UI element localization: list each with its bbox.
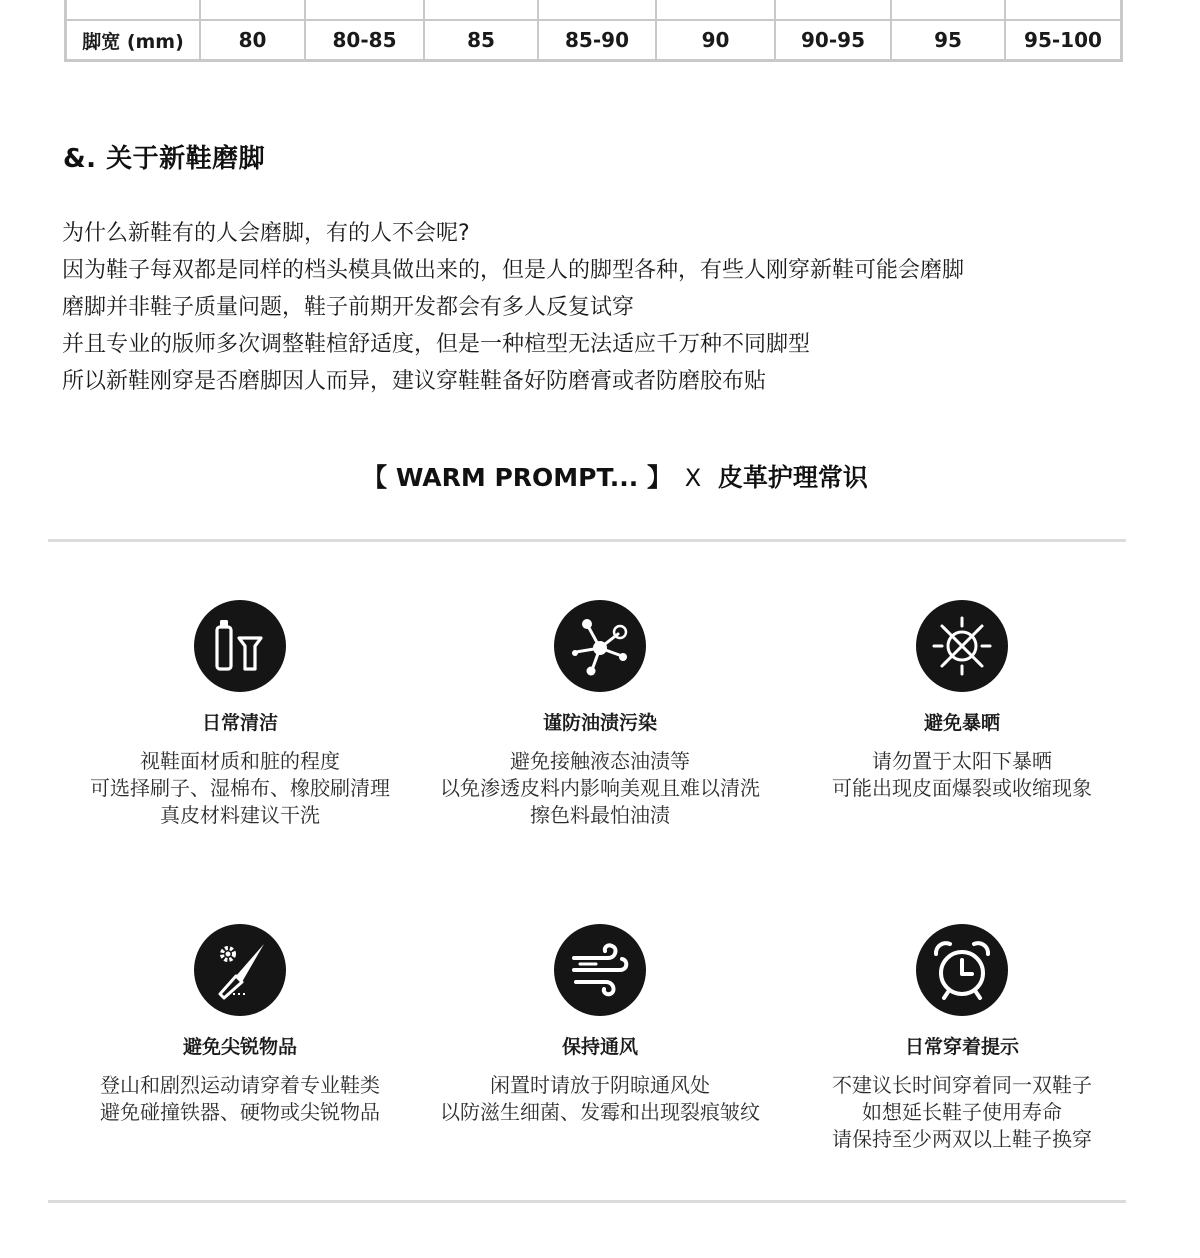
description-line: 避免接触液态油渍等: [510, 749, 690, 773]
paragraph-line: 所以新鞋刚穿是否磨脚因人而异，建议穿鞋鞋备好防磨膏或者防磨胶布贴: [62, 369, 767, 394]
table-cell: 90: [656, 20, 775, 61]
warm-prompt-text: WARM PROMPT...: [395, 463, 639, 492]
alarm-clock-icon: [916, 924, 1008, 1016]
table-cell: 80: [200, 20, 305, 61]
table-cell: [305, 0, 424, 20]
paragraph-line: 因为鞋子每双都是同样的档头模具做出来的，但是人的脚型各种，有些人刚穿新鞋可能会磨脚: [62, 258, 965, 283]
description-line: 请勿置于太阳下暴晒: [872, 749, 1052, 773]
table-cell: 95: [891, 20, 1005, 61]
care-item-sharp: [40, 924, 440, 1126]
table-cell: 85-90: [538, 20, 656, 61]
care-item-title: 保持通风: [561, 1036, 638, 1058]
table-cell: [538, 0, 656, 20]
description-line: 以防滋生细菌、发霉和出现裂痕皱纹: [440, 1100, 760, 1124]
divider: [48, 1200, 1126, 1203]
care-item-description: [40, 748, 440, 829]
table-cell: [1005, 0, 1122, 20]
care-item-oil: [400, 600, 800, 829]
foot-width-size-table: [64, 0, 1123, 62]
description-line: 避免碰撞铁器、硬物或尖锐物品: [100, 1100, 380, 1124]
care-item-description: [400, 1072, 800, 1126]
description-line: 真皮材料建议干洗: [160, 803, 320, 827]
table-cell: [775, 0, 891, 20]
paragraph-line: 磨脚并非鞋子质量问题，鞋子前期开发都会有多人反复试穿: [62, 295, 635, 320]
table-cell: 85: [424, 20, 538, 61]
care-item-wear-tips: [762, 924, 1162, 1153]
oil-splash-icon: [554, 600, 646, 692]
divider: [48, 539, 1126, 542]
care-item-description: [40, 1072, 440, 1126]
table-cell: [656, 0, 775, 20]
care-item-title: 避免暴晒: [923, 712, 1000, 734]
knife-gear-icon: [194, 924, 286, 1016]
wind-icon: [554, 924, 646, 1016]
separator-x: X: [684, 464, 702, 492]
table-cell: 95-100: [1005, 20, 1122, 61]
description-line: 可选择刷子、湿棉布、橡胶刷清理: [90, 776, 390, 800]
care-item-description: [400, 748, 800, 829]
table-row: [66, 0, 1122, 20]
blister-explanation: [62, 215, 1142, 400]
section-title: &. 关于新鞋磨脚: [63, 144, 266, 174]
table-cell: [66, 0, 201, 20]
care-item-ventilation: [400, 924, 800, 1126]
description-line: 闲置时请放于阴晾通风处: [490, 1073, 710, 1097]
table-row-foot-width: [66, 20, 1122, 61]
care-heading-title: 皮革护理常识: [717, 463, 868, 492]
table-cell: [200, 0, 305, 20]
close-bracket: 】: [646, 463, 672, 492]
care-item-title: 日常穿着提示: [904, 1036, 1019, 1058]
care-item-description: [762, 748, 1162, 802]
table-cell: 90-95: [775, 20, 891, 61]
description-line: 擦色料最怕油渍: [530, 803, 670, 827]
table-cell: 80-85: [305, 20, 424, 61]
description-line: 可能出现皮面爆裂或收缩现象: [832, 776, 1092, 800]
care-item-title: 日常清洁: [201, 712, 278, 734]
description-line: 如想延长鞋子使用寿命: [862, 1100, 1062, 1124]
description-line: 以免渗透皮料内影响美观且难以清洗: [440, 776, 760, 800]
care-item-description: [762, 1072, 1162, 1153]
open-bracket: 【: [362, 463, 388, 492]
care-item-cleaning: [40, 600, 440, 829]
table-cell: [891, 0, 1005, 20]
row-label: 脚宽 (mm): [66, 20, 201, 61]
description-line: 视鞋面材质和脏的程度: [140, 749, 340, 773]
sun-crossed-icon: [916, 600, 1008, 692]
care-item-title: 避免尖锐物品: [182, 1036, 297, 1058]
care-item-title: 谨防油渍污染: [542, 712, 657, 734]
description-line: 登山和剧烈运动请穿着专业鞋类: [100, 1073, 380, 1097]
cleaning-bottles-icon: [194, 600, 286, 692]
description-line: 不建议长时间穿着同一双鞋子: [832, 1073, 1092, 1097]
paragraph-line: 为什么新鞋有的人会磨脚，有的人不会呢?: [62, 221, 470, 246]
care-heading: [0, 458, 1200, 494]
paragraph-line: 并且专业的版师多次调整鞋楦舒适度，但是一种楦型无法适应千万种不同脚型: [62, 332, 811, 357]
description-line: 请保持至少两双以上鞋子换穿: [832, 1127, 1092, 1151]
care-item-sun: [762, 600, 1162, 802]
table-cell: [424, 0, 538, 20]
